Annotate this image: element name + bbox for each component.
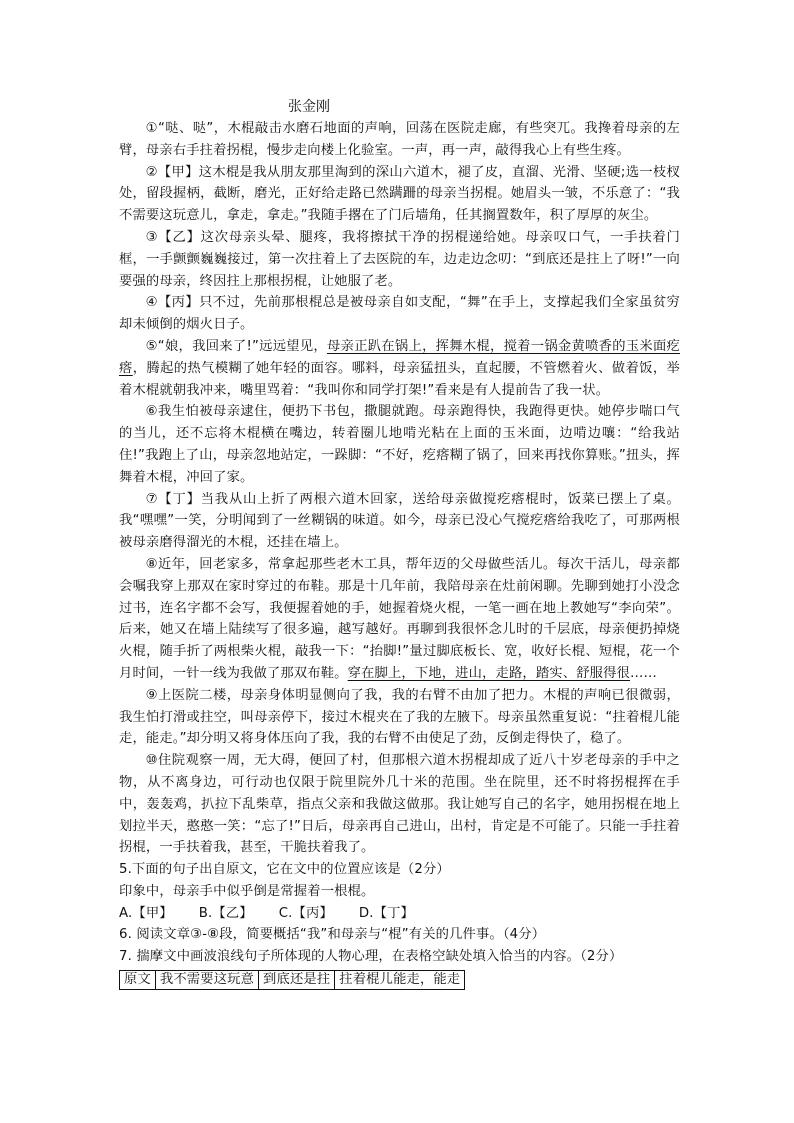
paragraph-5-wavy-underlined-sentence: 母亲正趴在锅上，挥舞木棍，搅着一锅金黄喷香的玉米面疙瘩 xyxy=(119,338,681,376)
paragraph-7: ⑦【丁】当我从山上折了两根六道木回家，送给母亲做搅疙瘩棍时，饭菜已摆上了桌。我“嘿嘿”一笑，分明闻到了一丝糊锅的味道。如今，母亲已没心气搅疙瘩给我吃了，可那两根被母亲磨得溜光的木棍，还挂在墙上。 xyxy=(119,491,680,551)
paragraph-10: ⑩住院观察一周，无大碍，便回了村，但那根六道木拐棍却成了近八十岁老母亲的手中之物，从不离身边，可行动也仅限于院里院外几十米的范围。坐在院里，还不时将拐棍挥在手中，轰轰鸡，扒拉下乱柴草，指点父亲和我做这做那。我让她写自己的名字，她用拐棍在地上划拉半天，憨憨一笑：“忘了!”日后，母亲再自己进山，出村，肯定是不可能了。只能一手拄着拐棍，一手扶着我，甚至，干脆扶着我了。 xyxy=(119,753,680,856)
option-b: B.【乙】 xyxy=(198,905,253,921)
paragraph-9: ⑨上医院二楼，母亲身体明显侧向了我，我的右臂不由加了把力。木棍的声响已很微弱，我生怕打滑或拄空，叫母亲停下，接过木棍夹在了我的左腋下。母亲虽然重复说：“拄着棍儿能走，能走。”却分明又将身体压向了我，我的右臂不由使足了劲，反倒走得快了，稳了。 xyxy=(119,687,680,747)
option-a: A.【甲】 xyxy=(119,905,173,921)
option-c: C.【丙】 xyxy=(278,905,333,921)
option-d: D.【丁】 xyxy=(358,905,414,921)
table-cell-header: 原文 xyxy=(120,971,156,990)
article-body xyxy=(119,118,680,990)
paragraph-5 xyxy=(119,336,680,401)
question-5-options xyxy=(119,903,680,925)
paragraph-1: ①“哒、哒”，木棍敲击水磨石地面的声响，回荡在医院走廊，有些突兀。我搀着母亲的左臂，母亲右手拄着拐棍，慢步走向楼上化验室。一声，再一声，敲得我心上有些生疼。 xyxy=(119,121,680,158)
paragraph-5-text-a: ⑤“娘，我回来了!”远远望见， xyxy=(145,338,328,354)
paragraph-8-underlined-sentence: 穿在脚上，下地，进山，走路，踏实、舒服得很 xyxy=(347,665,630,681)
paragraph-8 xyxy=(119,554,680,685)
author-name: 张金刚 xyxy=(288,99,330,115)
paragraph-4: ④【丙】只不过，先前那根棍总是被母亲自如支配，“舞”在手上，支撑起我们全家虽贫穷却未倾倒的烟火日子。 xyxy=(119,295,680,333)
question-5-sentence: 印象中，母亲手中似乎倒是常握着一根棍。 xyxy=(119,883,375,899)
table-row xyxy=(120,971,465,990)
question-6-stem: 6. 阅读文章③-⑧段，简要概括“我”和母亲与“棍”有关的几件事。（4分） xyxy=(119,927,546,943)
question-7-stem: 7. 揣摩文中画波浪线句子所体现的人物心理，在表格空缺处填入恰当的内容。（2分） xyxy=(119,949,623,965)
table-cell-quote-3: 拄着棍儿能走，能走 xyxy=(335,971,465,990)
table-cell-quote-2: 到底还是拄 xyxy=(259,971,335,990)
paragraph-6: ⑥我生怕被母亲逮住，便扔下书包，撒腿就跑。母亲跑得快，我跑得更快。她停步喘口气的当儿，还不忘将木棍横在嘴边，转着圈儿地啃光粘在上面的玉米面，边啃边嚷：“给我站住!”我跑上了山，母亲忽地站定，一跺脚：“不好，疙瘩糊了锅了，回来再找你算账。”扭头，挥舞着木棍，冲回了家。 xyxy=(119,404,680,485)
paragraph-3: ③【乙】这次母亲头晕、腿疼，我将擦拭干净的拐棍递给她。母亲叹口气，一手扶着门框，一手颤颤巍巍接过，第一次拄着上了去医院的车，边走边念叨：“到底还是拄上了呀!”一向要强的母亲，终因拄上那根拐棍，让她服了老。 xyxy=(119,229,680,289)
question-7-answer-table xyxy=(119,970,465,990)
paragraph-8-text-b: …… xyxy=(630,665,657,681)
paragraph-5-text-b: ，腾起的热气模糊了她年轻的面容。哪料，母亲猛扭头，直起腰，不管燃着火、做着饭，举着木棍就朝我冲来，嘴里骂着：“我叫你和同学打架!”看来是有人提前告了我一状。 xyxy=(119,360,681,398)
paragraph-2: ②【甲】这木棍是我从朋友那里淘到的深山六道木，褪了皮，直溜、光滑、坚硬;选一枝杈处，留段握柄，截断，磨光，正好给走路已然蹒跚的母亲当拐棍。她眉头一皱，不乐意了：“我不需要这玩意儿，拿走，拿走。”我随手撂在了门后墙角，任其搁置数年，积了厚厚的灰尘。 xyxy=(119,164,680,224)
question-5-stem: 5.下面的句子出自原文，它在文中的位置应该是（2分） xyxy=(119,862,450,878)
table-cell-quote-1: 我不需要这玩意 xyxy=(155,971,258,990)
paragraph-8-text-a: ⑧近年，回老家多，常拿起那些老木工具，帮年迈的父母做些活儿。每次干活儿，母亲都会嘱我穿上那双在家时穿过的布鞋。那是十几年前，我陪母亲在灶前闲聊。先聊到她打小没念过书，连名字都不会写，我便握着她的手，她握着烧火棍，一笔一画在地上教她写“李向荣”。后来，她又在墙上陆续写了很多遍，越写越好。再聊到我很怀念儿时的千层底，母亲便扔掉烧火棍，随手折了两根柴火棍，敲我一下：“抬脚!”量过脚底板长、宽，收好长棍、短棍，花一个月时间，一针一线为我做了那双布鞋。 xyxy=(119,556,680,681)
